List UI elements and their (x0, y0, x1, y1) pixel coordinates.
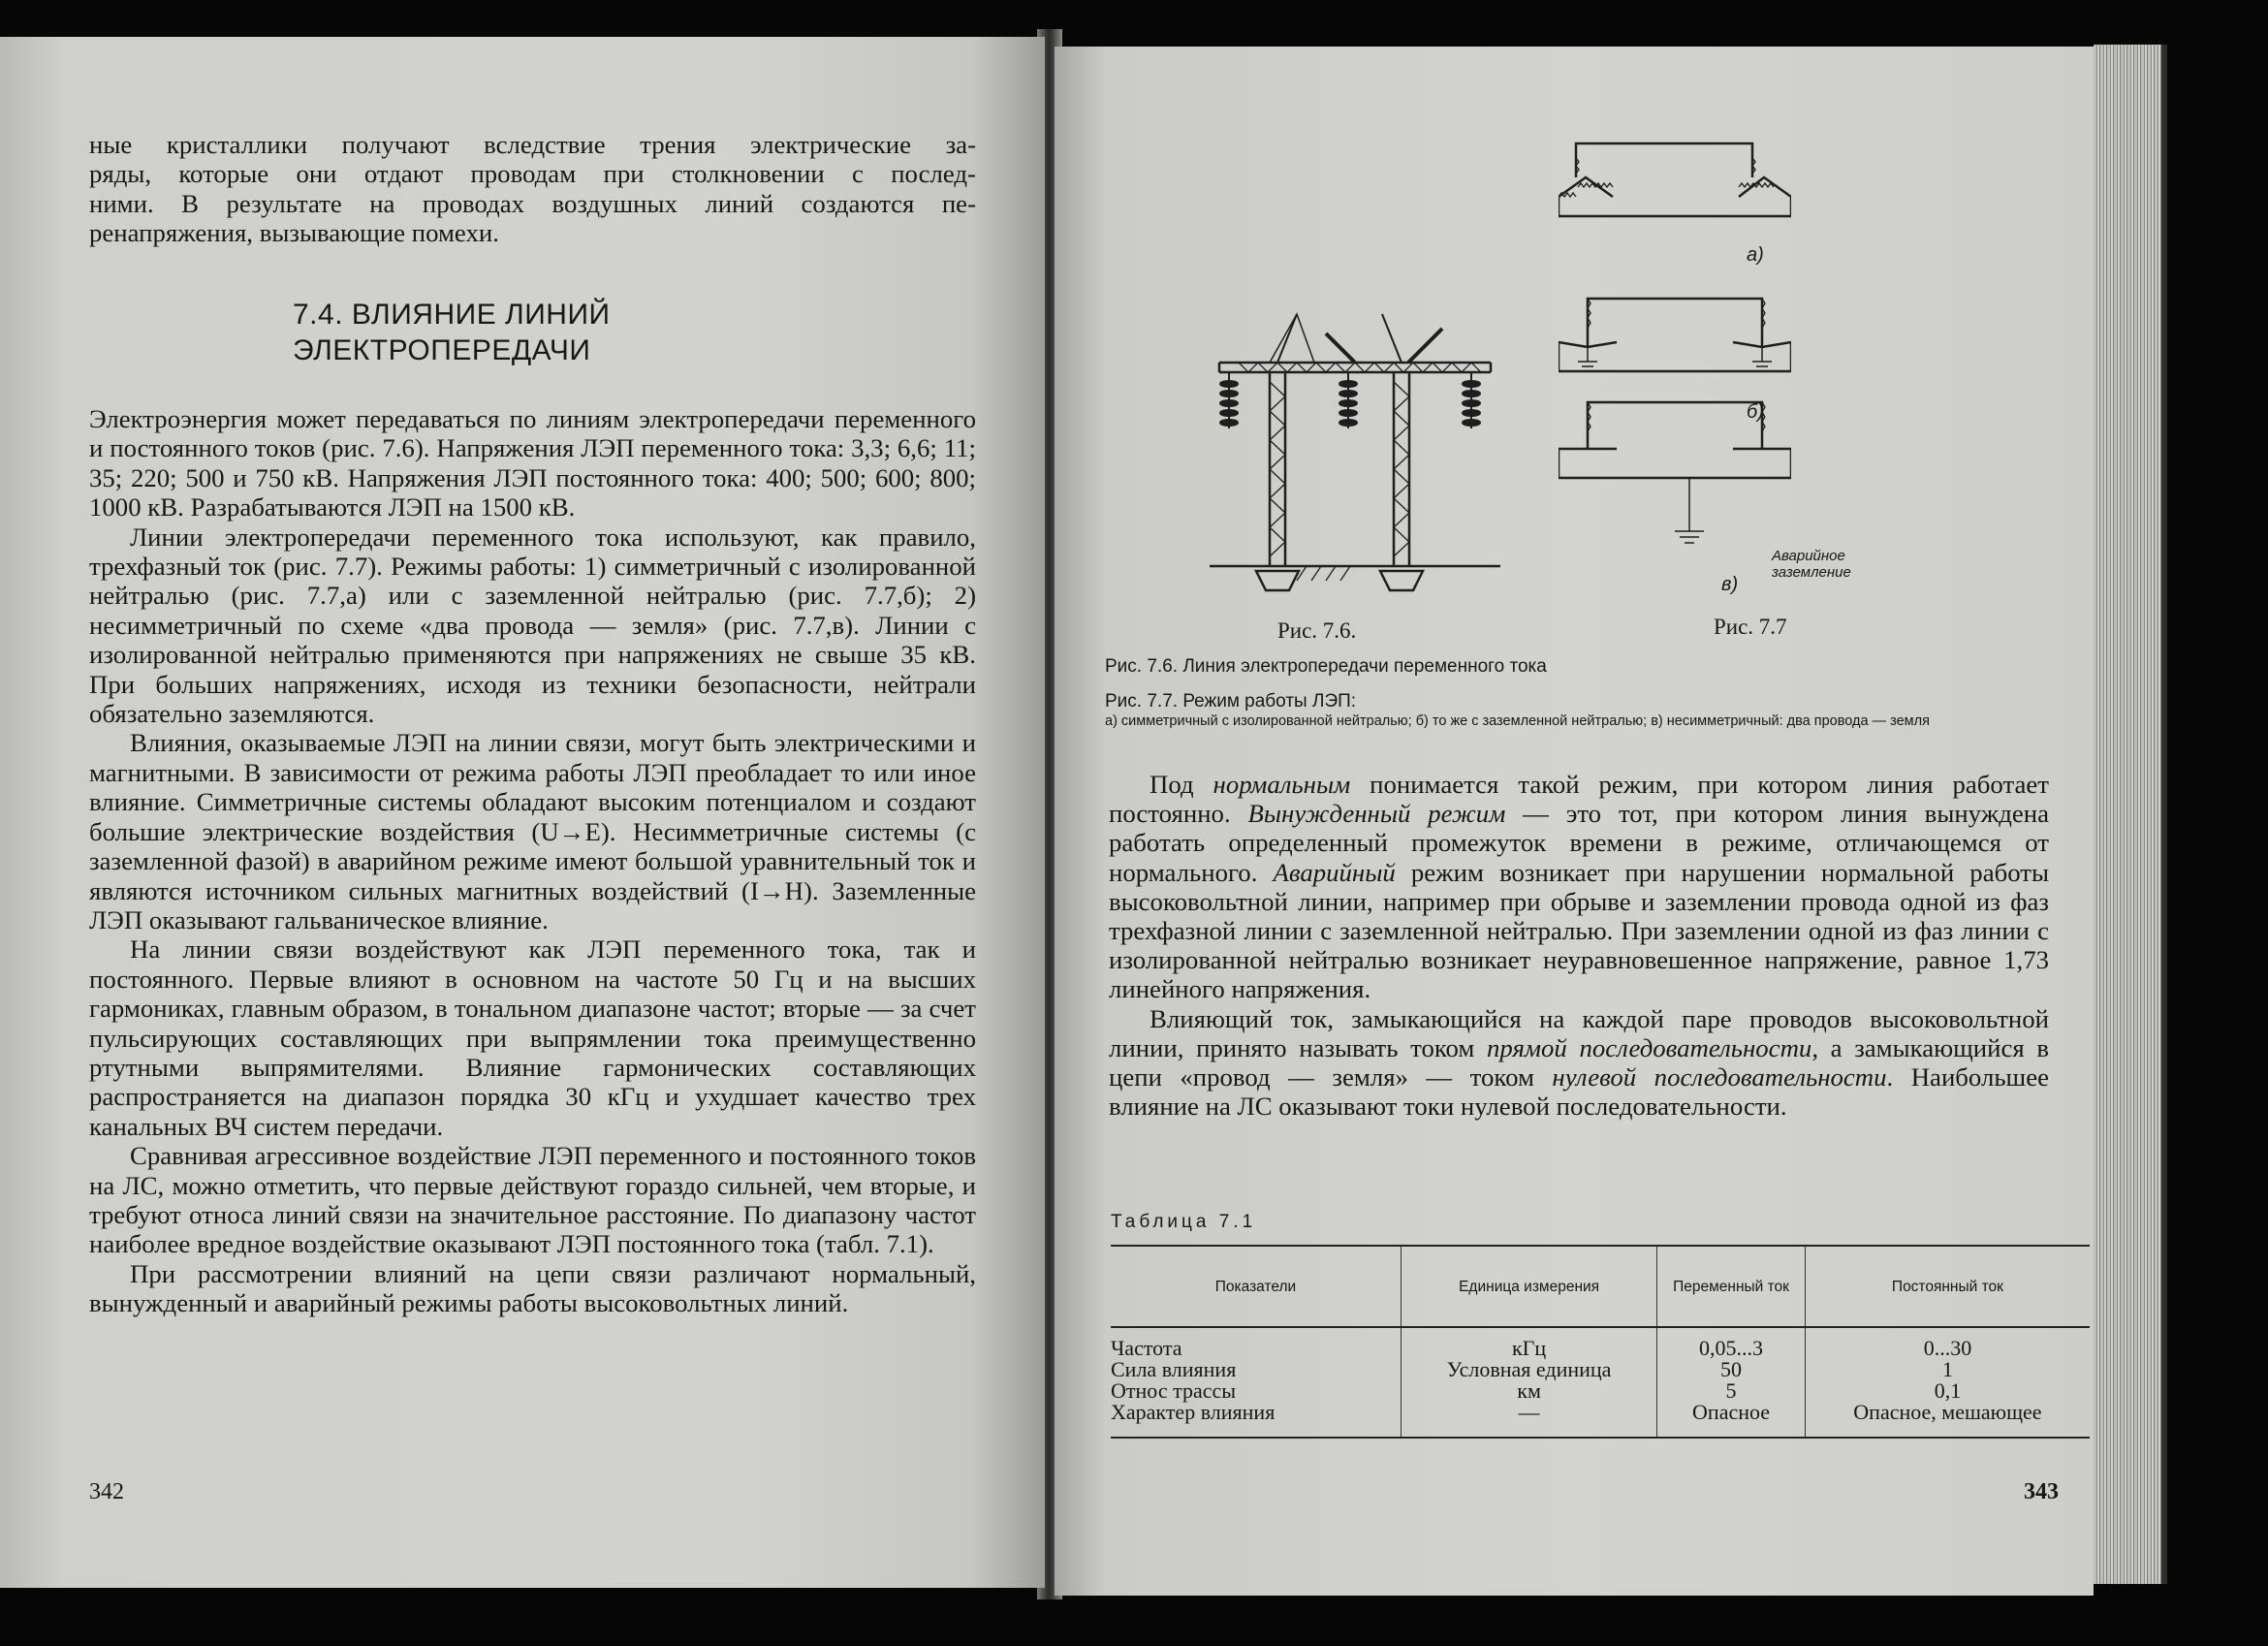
paragraph: Электроэнергия может передаваться по линиям электропередачи переменного и постоянного токов (рис. 7.6). Напряжения ЛЭП переменного тока: 3,3; 6,6; 11; 35; 220; 500 и 750 кВ. Напряжения ЛЭП постоянного тока: 400; 500; 600; 800; 1000 кВ. Разрабатываются ЛЭП на 1500 кВ. (89, 404, 976, 522)
table-cell: км (1401, 1380, 1656, 1402)
intro-line: ряды, которые они отдают проводам при столкновении с послед- (89, 159, 976, 189)
intro-line: ними. В результате на проводах воздушных линий создаются пе- (89, 188, 976, 218)
section-heading (293, 297, 611, 368)
table-row (1111, 1359, 2090, 1380)
table-header: Показатели (1111, 1246, 1401, 1327)
book-page-edges (2094, 45, 2167, 1584)
figure-sublabel-v: в) (1721, 574, 1739, 595)
caption-7-7-title: Рис. 7.7. Режим работы ЛЭП: (1105, 691, 1357, 712)
table-header: Постоянный ток (1805, 1246, 2090, 1327)
right-page (1055, 47, 2094, 1596)
table-row (1111, 1327, 2090, 1359)
table-header-row (1111, 1246, 2090, 1327)
table-row (1111, 1402, 2090, 1438)
paragraph: Линии электропередачи переменного тока используют, как правило, трехфазный ток (рис. 7.7). Режимы работы: 1) симметричный с изолированной нейтралью (рис. 7.7,а) или с заземленной нейтралью (рис. 7.7,б); 2) несимметричный по схеме «два провода — земля» (рис. 7.7,в). Линии с изолированной нейтралью применяются при напряжениях не свыше 35 кВ. При больших напряжениях, исходя из техники безопасности, нейтрали обязательно заземляются. (89, 522, 976, 729)
caption-7-6: Рис. 7.6. Линия электропередачи переменного тока (1105, 656, 1547, 677)
table-cell: Условная единица (1401, 1359, 1656, 1380)
term-zero-sequence: нулевой последовательности (1552, 1062, 1887, 1092)
page-number: 343 (2024, 1479, 2059, 1504)
section-heading-line-1: 7.4. ВЛИЯНИЕ ЛИНИЙ (293, 299, 611, 331)
table-header: Единица измерения (1401, 1246, 1656, 1327)
left-page (0, 37, 1045, 1588)
table-cell: Опасное (1657, 1402, 1806, 1438)
grounding-label-line: заземление (1772, 564, 1851, 581)
paragraph: При рассмотрении влияний на цепи связи различают нормальный, вынужденный и аварийный режимы работы высоковольтных линий. (89, 1258, 976, 1318)
table-cell: Характер влияния (1111, 1402, 1401, 1438)
figure-7-6-label: Рис. 7.6. (1277, 618, 1357, 643)
table-cell: — (1401, 1402, 1656, 1438)
intro-text (89, 130, 976, 248)
term-normal: нормальным (1213, 770, 1351, 799)
paragraph: На линии связи воздействуют как ЛЭП переменного тока, так и постоянного. Первые влияют в основном на частоте 50 Гц и на высших гармониках, главным образом, в тональном диапазоне частот; вторые — за счет пульсирующих составляющих при выпрямлении тока преимущественно ртутными выпрямителями. Влияние гармонических составляющих распространяется на диапазон порядка 30 кГц и ухудшает качество трех канальных ВЧ систем передачи. (89, 934, 976, 1141)
left-body-text (89, 404, 976, 1318)
figure-7-6-tower (1210, 275, 1500, 605)
intro-line: ренапряжения, вызывающие помехи. (89, 218, 499, 248)
term-forced: Вынужденный режим (1247, 799, 1506, 829)
figure-sublabel-a: а) (1747, 244, 1764, 266)
data-table (1111, 1245, 2090, 1439)
table-cell: Относ трассы (1111, 1378, 1237, 1403)
table-title: Таблица 7.1 (1111, 1212, 1257, 1232)
caption-7-7-text: а) симметричный с изолированной нейтралью; б) то же с заземленной нейтралью; в) несимметричный: два провода — земля (1105, 713, 1930, 729)
table-cell: Частота (1111, 1336, 1182, 1360)
grounding-label-line: Аварийное (1772, 548, 1845, 564)
grounding-label (1772, 548, 1851, 581)
table-header: Переменный ток (1657, 1246, 1806, 1327)
table-cell: 5 (1657, 1380, 1806, 1402)
table-cell: Опасное, мешающее (1805, 1402, 2090, 1438)
table-cell: 50 (1657, 1359, 1806, 1380)
term-positive-sequence: прямой последовательности (1487, 1032, 1812, 1062)
paragraph: Сравнивая агрессивное воздействие ЛЭП переменного и постоянного токов на ЛС, можно отметить, что первые действуют гораздо сильней, чем вторые, и требуют относа линий связи на значительное расстояние. По диапазону частот наиболее вредное воздействие оказывают ЛЭП постоянного тока (табл. 7.1). (89, 1141, 976, 1259)
table-row (1111, 1380, 2090, 1402)
section-heading-line-2: ЭЛЕКТРОПЕРЕДАЧИ (293, 334, 591, 366)
table-cell: 1 (1805, 1359, 2090, 1380)
table-cell: 0,05...3 (1657, 1327, 1806, 1359)
figure-7-7-circuits (1559, 139, 1791, 604)
right-body-text (1109, 770, 2049, 1121)
table-cell: Сила влияния (1111, 1357, 1237, 1381)
term-emergency: Аварийный (1273, 857, 1396, 887)
table-cell: кГц (1401, 1327, 1656, 1359)
figure-captions (1105, 655, 2055, 730)
paragraph-sequences: Влияющий ток, замыкающийся на каждой паре проводов высоковольтной линии, принято называть током прямой последовательности, а замыкающийся в цепи «провод — земля» — током нулевой последовательности. Наибольшее влияние на ЛС оказывают токи нулевой последовательности. (1109, 1003, 2049, 1122)
figure-7-7-label: Рис. 7.7 (1714, 615, 1787, 639)
paragraph: Влияния, оказываемые ЛЭП на линии связи, могут быть электрическими и магнитными. В зависимости от режима работы ЛЭП преобладает то или иное влияние. Симметричные системы обладают высоким потенциалом и создают большие электрические воздействия (U→E). Несимметричные системы (с заземленной фазой) в аварийном режиме имеют большой уравнительный ток и являются источником сильных магнитных воздействий (I→H). Заземленные ЛЭП оказывают гальваническое влияние. (89, 728, 976, 934)
table-cell: 0...30 (1805, 1327, 2090, 1359)
figure-sublabel-b: б) (1747, 401, 1764, 423)
intro-line: ные кристаллики получают вследствие трения электрические за- (89, 130, 976, 159)
paragraph-modes: Под нормальным понимается такой режим, при котором линия работает постоянно. Вынужденный режим — это тот, при котором линия вынуждена работать определенный промежуток времени в режиме, отличающемся от нормального. Аварийный режим возникает при нарушении нормальной работы высоковольтной линии, например при обрыве и заземлении провода одной из фаз трехфазной линии с заземленной нейтралью. При заземлении одной из фаз линии с изолированной нейтралью возникает неуравновешенное напряжение, равное 1,73 линейного напряжения. (1109, 770, 2049, 1004)
page-number: 342 (89, 1479, 124, 1504)
table-cell: 0,1 (1805, 1380, 2090, 1402)
